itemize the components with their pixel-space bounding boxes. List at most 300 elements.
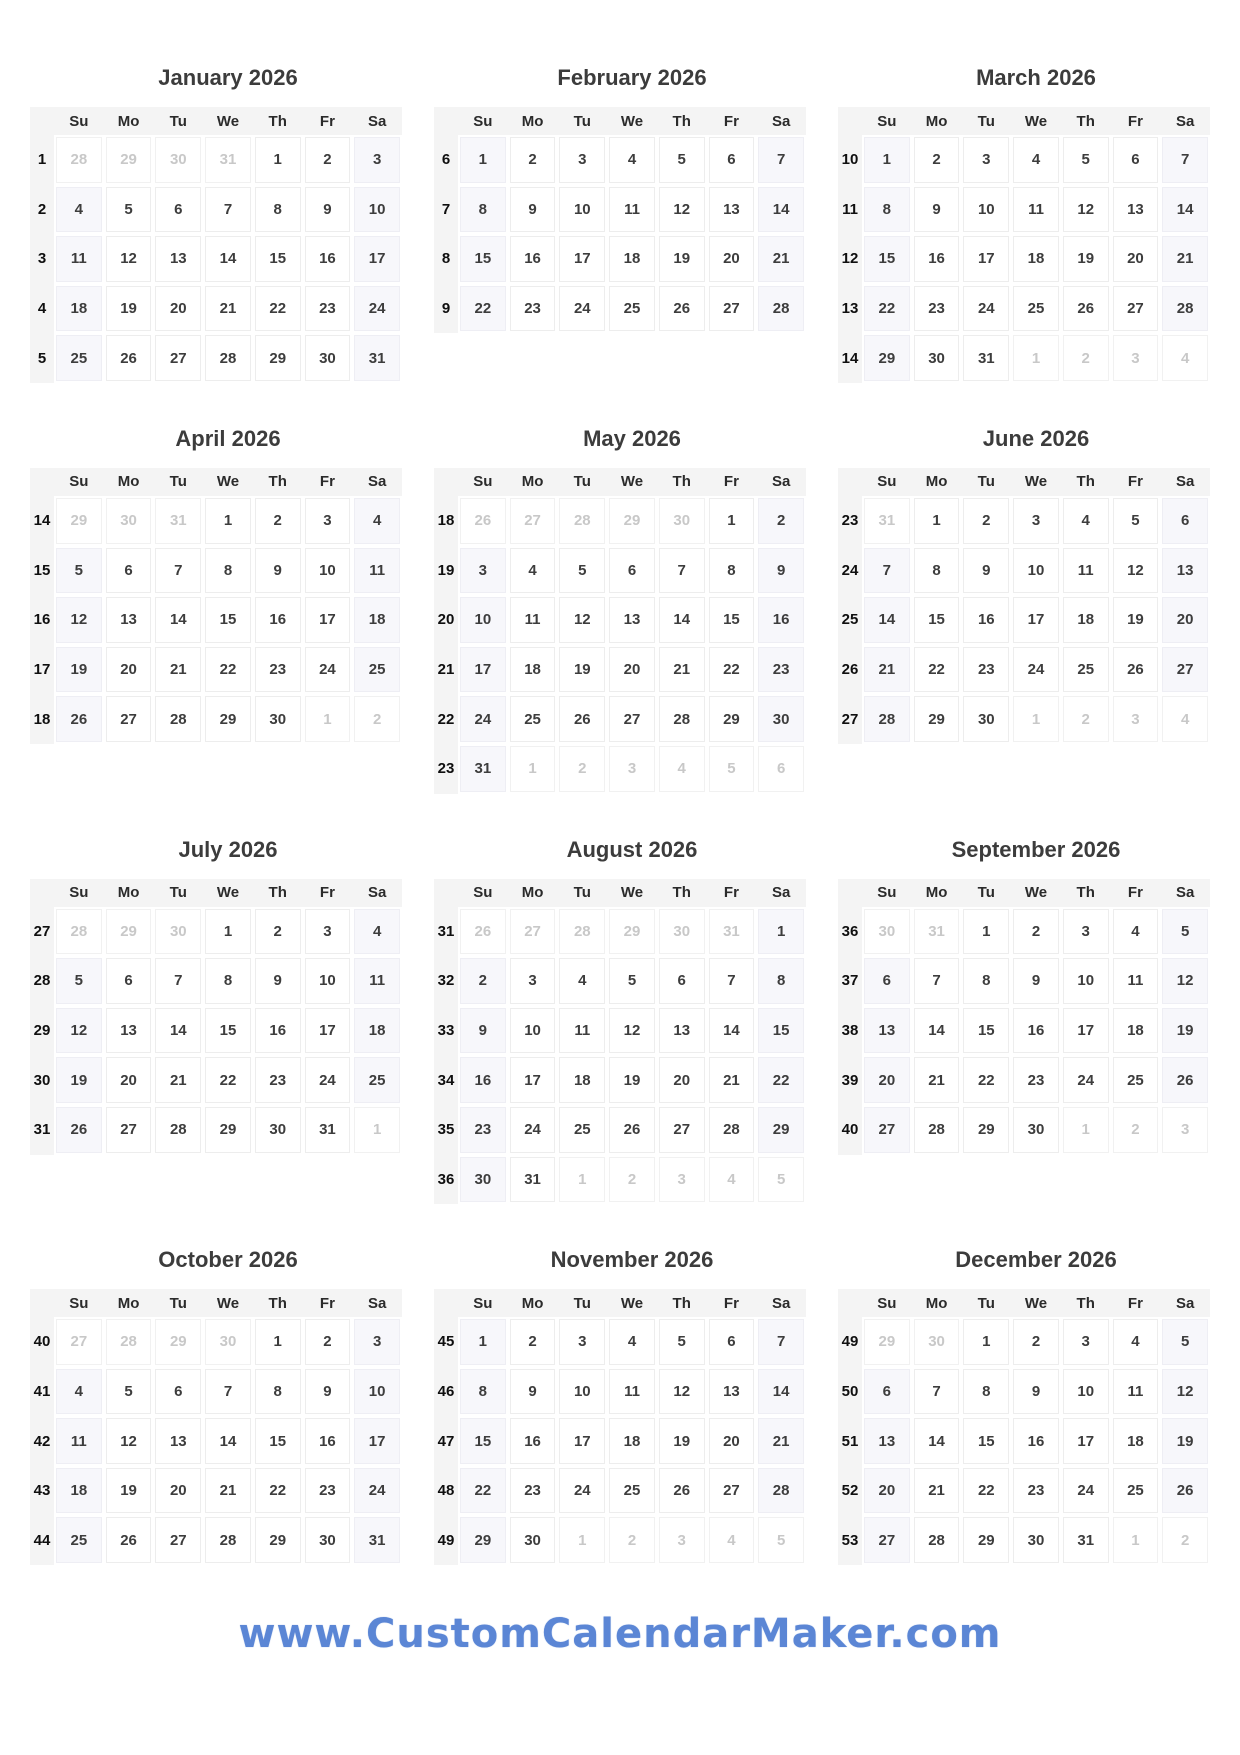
day-cell [756,1466,806,1516]
day-cell [508,185,558,235]
weekday-header: Su [862,879,912,907]
day-cell [203,333,253,383]
day-number: 4 [1063,498,1109,544]
day-number: 12 [1063,187,1109,233]
day-number: 10 [559,1369,605,1415]
day-cell [458,907,508,957]
day-cell [756,1317,806,1367]
day-cell [253,496,303,546]
day-cell [352,595,402,645]
day-number: 4 [1162,696,1208,742]
day-number: 10 [559,187,605,233]
day-cell [508,907,558,957]
day-cell [54,234,104,284]
day-cell [756,907,806,957]
day-cell [54,956,104,1006]
day-cell [1160,496,1210,546]
day-number: 12 [659,1369,705,1415]
day-number: 15 [963,1008,1009,1054]
day-number: 8 [864,187,910,233]
day-cell [153,1317,203,1367]
day-number: 26 [1063,286,1109,332]
week-number: 15 [30,546,54,596]
day-number: 4 [659,746,705,792]
day-cell [1111,135,1161,185]
day-number: 15 [205,1008,251,1054]
day-cell [557,496,607,546]
day-cell [557,1416,607,1466]
day-number: 28 [155,696,201,742]
day-number: 20 [106,1057,152,1103]
day-cell [352,185,402,235]
day-cell [1160,1317,1210,1367]
day-number: 27 [510,909,556,955]
day-number: 4 [510,548,556,594]
day-cell [657,1466,707,1516]
day-number: 30 [914,1319,960,1365]
day-cell [104,907,154,957]
header-corner [838,468,862,496]
day-cell [1160,284,1210,334]
day-number: 5 [1162,909,1208,955]
day-number: 6 [155,187,201,233]
month-june-2026 [838,425,1210,744]
day-cell [253,645,303,695]
day-number: 3 [305,498,351,544]
day-number: 31 [914,909,960,955]
day-number: 23 [963,647,1009,693]
day-cell [203,1515,253,1565]
day-number: 23 [305,286,351,332]
day-number: 5 [709,746,755,792]
day-number: 19 [1162,1418,1208,1464]
weekday-header: Su [54,468,104,496]
day-number: 28 [56,137,102,183]
day-cell [912,135,962,185]
day-cell [508,546,558,596]
day-cell [912,1466,962,1516]
day-cell [961,1367,1011,1417]
day-number: 5 [106,187,152,233]
day-cell [303,135,353,185]
day-number: 28 [758,1468,804,1514]
day-number: 2 [510,1319,556,1365]
day-number: 8 [205,548,251,594]
day-number: 28 [56,909,102,955]
day-number: 13 [1113,187,1159,233]
day-cell [862,234,912,284]
day-number: 1 [758,909,804,955]
day-cell [458,645,508,695]
day-number: 12 [106,1418,152,1464]
day-cell [1111,1367,1161,1417]
day-cell [104,956,154,1006]
day-number: 27 [659,1107,705,1153]
weekday-header: Fr [303,468,353,496]
day-cell [961,1055,1011,1105]
week-number: 34 [434,1055,458,1105]
day-cell [557,1515,607,1565]
day-number: 9 [510,187,556,233]
day-number: 14 [1162,187,1208,233]
week-number: 5 [30,333,54,383]
week-number: 12 [838,234,862,284]
day-cell [912,1515,962,1565]
day-cell [253,1317,303,1367]
weekday-header: Th [253,468,303,496]
day-cell [104,1367,154,1417]
day-cell [352,1006,402,1056]
day-cell [203,284,253,334]
day-number: 24 [1063,1468,1109,1514]
day-number: 14 [758,187,804,233]
day-number: 27 [864,1107,910,1153]
day-cell [54,185,104,235]
day-number: 26 [106,335,152,381]
day-cell [153,595,203,645]
day-cell [1061,1466,1111,1516]
day-cell [756,135,806,185]
day-cell [203,1416,253,1466]
week-number: 14 [30,496,54,546]
day-cell [1160,135,1210,185]
day-cell [203,1367,253,1417]
weekday-header: Mo [104,468,154,496]
day-cell [607,744,657,794]
week-number: 2 [30,185,54,235]
day-number: 19 [659,236,705,282]
day-cell [862,135,912,185]
day-number: 4 [609,1319,655,1365]
week-number: 16 [30,595,54,645]
day-number: 30 [255,696,301,742]
month-april-2026 [30,425,402,744]
weekday-header: Mo [508,1289,558,1317]
day-cell [458,135,508,185]
day-cell [352,1416,402,1466]
day-number: 3 [305,909,351,955]
weekday-header: Su [54,1289,104,1317]
day-cell [707,1155,757,1205]
day-cell [203,234,253,284]
month-january-2026 [30,64,402,383]
day-number: 31 [963,335,1009,381]
day-number: 22 [709,647,755,693]
calendar-table [838,468,1210,744]
day-cell [756,694,806,744]
day-cell [657,1416,707,1466]
day-cell [862,1367,912,1417]
day-cell [153,1416,203,1466]
day-cell [1111,907,1161,957]
day-cell [303,1317,353,1367]
day-number: 20 [659,1057,705,1103]
day-cell [912,1416,962,1466]
day-number: 23 [914,286,960,332]
day-cell [303,1006,353,1056]
month-title: January 2026 [158,65,298,90]
day-cell [756,744,806,794]
day-cell [657,744,707,794]
day-cell [961,1466,1011,1516]
week-number: 13 [838,284,862,334]
day-number: 4 [609,137,655,183]
day-number: 5 [659,1319,705,1365]
day-cell [253,907,303,957]
day-cell [557,1006,607,1056]
day-cell [54,284,104,334]
day-cell [1011,135,1061,185]
weekday-header: Mo [912,879,962,907]
weekday-header: Fr [1111,1289,1161,1317]
day-cell [508,234,558,284]
day-number: 31 [354,1517,400,1563]
month-august-2026 [434,836,806,1205]
day-cell [153,496,203,546]
day-cell [54,1416,104,1466]
day-cell [352,546,402,596]
day-cell [104,1317,154,1367]
day-number: 15 [864,236,910,282]
day-cell [912,284,962,334]
weekday-header: Fr [707,1289,757,1317]
day-number: 30 [1013,1517,1059,1563]
day-cell [54,546,104,596]
weekday-header: Sa [352,879,402,907]
day-cell [153,907,203,957]
weekday-header: We [203,468,253,496]
month-title: February 2026 [557,65,707,90]
day-number: 8 [460,1369,506,1415]
day-number: 16 [305,1418,351,1464]
day-number: 24 [305,1057,351,1103]
day-cell [303,1416,353,1466]
day-number: 5 [659,137,705,183]
day-number: 7 [914,1369,960,1415]
day-number: 23 [510,286,556,332]
day-number: 7 [864,548,910,594]
day-cell [458,1466,508,1516]
day-cell [756,185,806,235]
day-cell [458,1367,508,1417]
calendar-table [434,468,806,794]
day-number: 30 [1013,1107,1059,1153]
day-cell [253,234,303,284]
day-cell [508,284,558,334]
day-number: 18 [1113,1418,1159,1464]
day-cell [1011,1006,1061,1056]
day-number: 7 [205,187,251,233]
day-cell [607,907,657,957]
day-number: 25 [354,1057,400,1103]
day-number: 17 [460,647,506,693]
day-number: 16 [914,236,960,282]
day-number: 29 [56,498,102,544]
day-cell [1011,645,1061,695]
day-cell [607,1367,657,1417]
day-number: 6 [709,1319,755,1365]
day-number: 29 [106,909,152,955]
day-cell [352,1105,402,1155]
day-cell [707,496,757,546]
day-number: 21 [758,236,804,282]
day-number: 8 [255,187,301,233]
weekday-header: Mo [508,107,558,135]
day-number: 3 [659,1517,705,1563]
day-cell [756,1055,806,1105]
day-cell [557,1155,607,1205]
day-cell [707,744,757,794]
day-cell [508,1317,558,1367]
day-cell [961,694,1011,744]
day-cell [458,1055,508,1105]
day-cell [707,595,757,645]
day-cell [707,1466,757,1516]
weekday-header: Fr [707,107,757,135]
day-number: 2 [609,1517,655,1563]
day-number: 6 [106,548,152,594]
day-number: 3 [659,1157,705,1203]
day-cell [54,1367,104,1417]
day-cell [607,546,657,596]
day-number: 3 [1013,498,1059,544]
week-number: 30 [30,1055,54,1105]
day-number: 18 [1063,597,1109,643]
day-number: 8 [963,958,1009,1004]
week-number: 25 [838,595,862,645]
weekday-header: Fr [303,107,353,135]
day-number: 19 [609,1057,655,1103]
day-cell [458,595,508,645]
day-cell [303,907,353,957]
day-number: 15 [963,1418,1009,1464]
day-cell [862,284,912,334]
day-cell [557,135,607,185]
day-cell [303,1055,353,1105]
day-number: 30 [155,137,201,183]
weekday-header: We [203,1289,253,1317]
day-number: 23 [510,1468,556,1514]
day-cell [104,496,154,546]
day-number: 5 [1162,1319,1208,1365]
day-number: 30 [255,1107,301,1153]
day-number: 6 [864,958,910,1004]
day-number: 2 [255,909,301,955]
day-number: 15 [205,597,251,643]
day-number: 1 [460,1319,506,1365]
day-cell [961,1105,1011,1155]
day-cell [912,546,962,596]
day-number: 24 [305,647,351,693]
week-number: 22 [434,694,458,744]
day-number: 11 [510,597,556,643]
day-number: 2 [460,958,506,1004]
day-cell [707,645,757,695]
month-row [30,64,1210,383]
day-number: 14 [659,597,705,643]
day-cell [253,1006,303,1056]
day-number: 2 [1013,1319,1059,1365]
day-cell [707,234,757,284]
week-number: 42 [30,1416,54,1466]
day-cell [657,284,707,334]
day-cell [508,956,558,1006]
day-number: 8 [460,187,506,233]
day-number: 14 [205,236,251,282]
day-number: 17 [1013,597,1059,643]
day-cell [756,1515,806,1565]
day-cell [1061,546,1111,596]
day-number: 31 [354,335,400,381]
day-cell [54,907,104,957]
day-number: 4 [354,498,400,544]
day-number: 15 [255,236,301,282]
day-number: 5 [1113,498,1159,544]
day-cell [153,694,203,744]
day-number: 31 [205,137,251,183]
day-cell [153,1006,203,1056]
day-cell [862,1515,912,1565]
day-number: 20 [864,1057,910,1103]
day-number: 17 [1063,1418,1109,1464]
day-cell [153,1466,203,1516]
day-cell [458,546,508,596]
day-cell [961,1317,1011,1367]
day-cell [1111,1466,1161,1516]
day-number: 22 [963,1468,1009,1514]
week-number: 43 [30,1466,54,1516]
day-number: 28 [758,286,804,332]
weekday-header: Sa [1160,468,1210,496]
day-number: 25 [510,696,556,742]
weekday-header: Sa [1160,879,1210,907]
weekday-header: Sa [352,107,402,135]
day-number: 5 [56,548,102,594]
day-cell [1011,694,1061,744]
weekday-header: We [203,107,253,135]
day-number: 22 [758,1057,804,1103]
day-number: 5 [1063,137,1109,183]
weekday-header: Th [657,468,707,496]
day-number: 26 [56,696,102,742]
day-number: 16 [1013,1008,1059,1054]
day-cell [54,1006,104,1056]
day-cell [458,496,508,546]
day-cell [104,333,154,383]
day-cell [557,234,607,284]
day-number: 6 [659,958,705,1004]
week-number: 53 [838,1515,862,1565]
day-cell [1061,1515,1111,1565]
day-number: 28 [1162,286,1208,332]
day-cell [1111,1055,1161,1105]
day-cell [607,135,657,185]
day-number: 30 [305,1517,351,1563]
day-number: 2 [1013,909,1059,955]
day-number: 27 [56,1319,102,1365]
day-number: 30 [106,498,152,544]
day-cell [1160,185,1210,235]
day-number: 11 [609,1369,655,1415]
day-number: 26 [460,498,506,544]
day-number: 22 [255,286,301,332]
week-number: 24 [838,546,862,596]
day-number: 2 [305,137,351,183]
day-number: 17 [354,236,400,282]
week-number: 40 [30,1317,54,1367]
day-number: 4 [1113,909,1159,955]
day-number: 15 [460,1418,506,1464]
